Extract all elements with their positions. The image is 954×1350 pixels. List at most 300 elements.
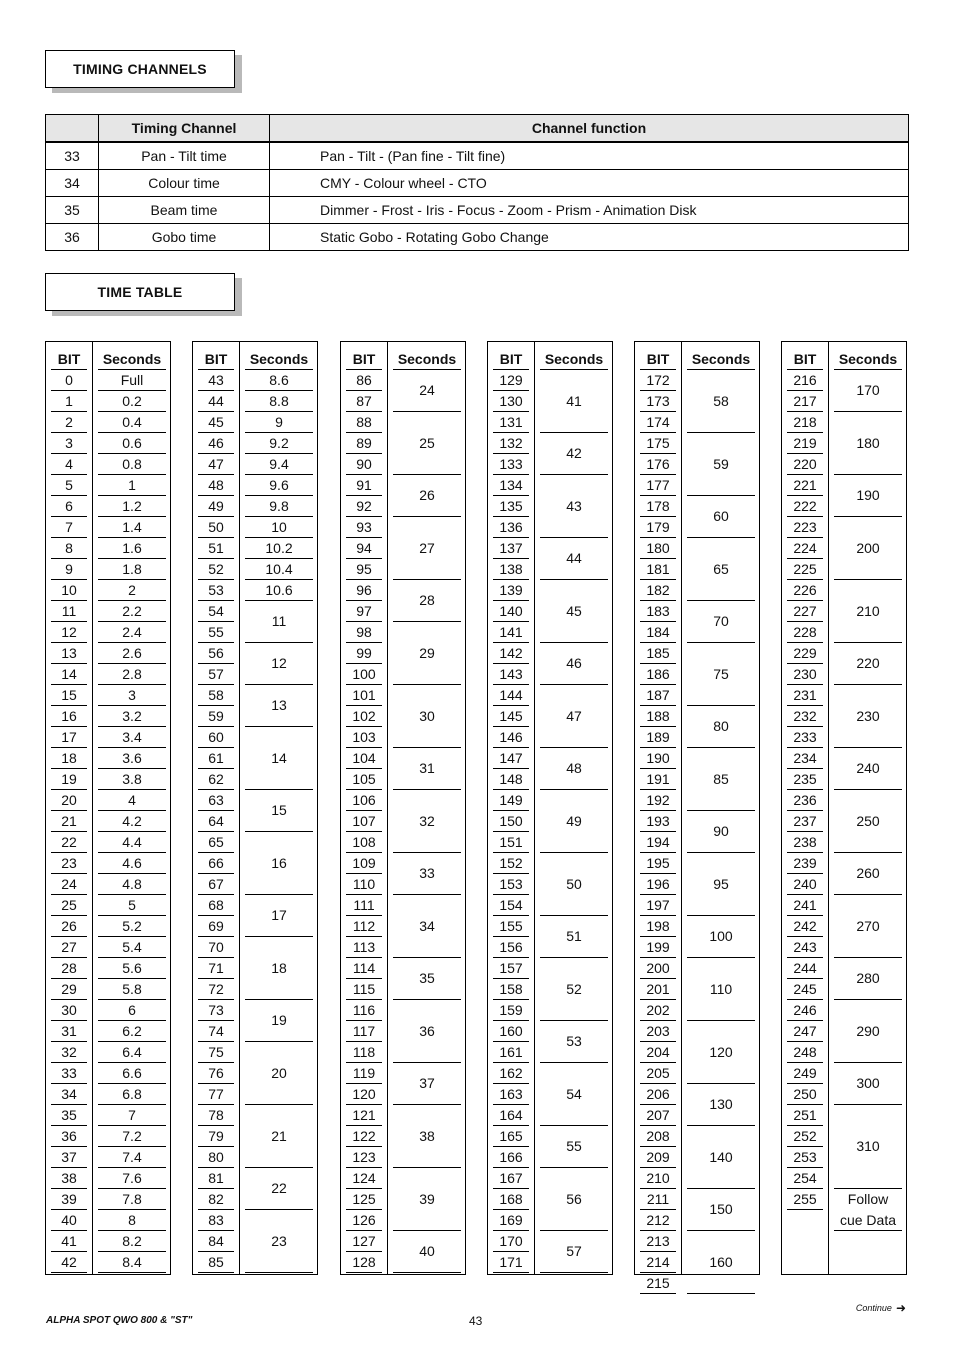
- bit-header: BIT: [787, 348, 823, 370]
- bit-value: 144: [493, 685, 529, 706]
- channel-name: Beam time: [99, 197, 270, 224]
- channel-number: 33: [46, 142, 99, 170]
- bit-value: 247: [787, 1021, 823, 1042]
- bit-value: 89: [346, 433, 382, 454]
- seconds-value: 75: [687, 643, 755, 706]
- bit-value: 69: [198, 916, 234, 937]
- seconds-value: 32: [393, 790, 461, 853]
- bit-value: 157: [493, 958, 529, 979]
- bit-value: 190: [640, 748, 676, 769]
- seconds-value: 43: [540, 475, 608, 538]
- seconds-value: 0.2: [98, 391, 166, 412]
- bit-value: 183: [640, 601, 676, 622]
- seconds-value: 90: [687, 811, 755, 853]
- bit-value: 156: [493, 937, 529, 958]
- bit-value: 200: [640, 958, 676, 979]
- seconds-value: 48: [540, 748, 608, 790]
- bit-value: 83: [198, 1210, 234, 1231]
- seconds-value: 6.4: [98, 1042, 166, 1063]
- bit-value: 253: [787, 1147, 823, 1168]
- seconds-header: Seconds: [834, 348, 902, 370]
- bit-value: 88: [346, 412, 382, 433]
- bit-value: 198: [640, 916, 676, 937]
- time-table-column: [781, 341, 907, 1275]
- bit-value: 217: [787, 391, 823, 412]
- seconds-value: 230: [834, 685, 902, 748]
- bit-value: 237: [787, 811, 823, 832]
- seconds-value: 160: [687, 1231, 755, 1294]
- bit-value: 192: [640, 790, 676, 811]
- bit-value: 58: [198, 685, 234, 706]
- seconds-value: 25: [393, 412, 461, 475]
- bit-value: 78: [198, 1105, 234, 1126]
- bit-value: 181: [640, 559, 676, 580]
- bit-value: 220: [787, 454, 823, 475]
- seconds-header: Seconds: [98, 348, 166, 370]
- seconds-value: 65: [687, 538, 755, 601]
- seconds-value: 31: [393, 748, 461, 790]
- seconds-value: 280: [834, 958, 902, 1000]
- bit-value: 139: [493, 580, 529, 601]
- bit-value: 161: [493, 1042, 529, 1063]
- seconds-value: 6.2: [98, 1021, 166, 1042]
- seconds-value: 44: [540, 538, 608, 580]
- seconds-value: 22: [245, 1168, 313, 1210]
- seconds-value: 110: [687, 958, 755, 1021]
- bit-value: 175: [640, 433, 676, 454]
- bit-value: 98: [346, 622, 382, 643]
- seconds-value: 15: [245, 790, 313, 832]
- bit-value: 186: [640, 664, 676, 685]
- seconds-value: 23: [245, 1210, 313, 1273]
- bit-header: BIT: [640, 348, 676, 370]
- seconds-value: 140: [687, 1126, 755, 1189]
- bit-value: 150: [493, 811, 529, 832]
- bit-value: 209: [640, 1147, 676, 1168]
- bit-value: 251: [787, 1105, 823, 1126]
- seconds-value: 8.4: [98, 1252, 166, 1273]
- bit-value: 14: [51, 664, 87, 685]
- column-header-channel-function: Channel function: [270, 115, 909, 143]
- bit-value: 24: [51, 874, 87, 895]
- bit-value: 34: [51, 1084, 87, 1105]
- table-row: [46, 197, 909, 224]
- bit-value: 226: [787, 580, 823, 601]
- bit-value: 241: [787, 895, 823, 916]
- seconds-value: 4.4: [98, 832, 166, 853]
- bit-value: 27: [51, 937, 87, 958]
- bit-value: 249: [787, 1063, 823, 1084]
- seconds-value: 5.8: [98, 979, 166, 1000]
- bit-value: 30: [51, 1000, 87, 1021]
- seconds-value: 56: [540, 1168, 608, 1231]
- bit-value: 199: [640, 937, 676, 958]
- seconds-value: 5.4: [98, 937, 166, 958]
- channel-number: 36: [46, 224, 99, 251]
- bit-value: 67: [198, 874, 234, 895]
- seconds-value: 20: [245, 1042, 313, 1105]
- bit-value: 239: [787, 853, 823, 874]
- seconds-value: 9.4: [245, 454, 313, 475]
- bit-value: 97: [346, 601, 382, 622]
- time-table-heading: TIME TABLE: [45, 273, 235, 311]
- seconds-value: 4.8: [98, 874, 166, 895]
- bit-value: 225: [787, 559, 823, 580]
- seconds-value: 29: [393, 622, 461, 685]
- bit-value: 129: [493, 370, 529, 391]
- seconds-value: 270: [834, 895, 902, 958]
- bit-value: 162: [493, 1063, 529, 1084]
- seconds-value: 21: [245, 1105, 313, 1168]
- seconds-value: 0.4: [98, 412, 166, 433]
- seconds-value: Full: [98, 370, 166, 391]
- channel-number: 35: [46, 197, 99, 224]
- bit-value: 104: [346, 748, 382, 769]
- bit-value: 201: [640, 979, 676, 1000]
- arrow-right-icon: ➜: [895, 1301, 906, 1315]
- continue-indicator: [856, 1301, 906, 1315]
- seconds-value: 220: [834, 643, 902, 685]
- bit-value: 71: [198, 958, 234, 979]
- bit-value: 9: [51, 559, 87, 580]
- bit-value: 134: [493, 475, 529, 496]
- seconds-value: 2: [98, 580, 166, 601]
- bit-value: 13: [51, 643, 87, 664]
- bit-value: 57: [198, 664, 234, 685]
- seconds-value: 8.8: [245, 391, 313, 412]
- column-divider: [239, 342, 240, 1274]
- bit-value: 163: [493, 1084, 529, 1105]
- seconds-value: 150: [687, 1189, 755, 1231]
- bit-value: 126: [346, 1210, 382, 1231]
- bit-value: 202: [640, 1000, 676, 1021]
- bit-value: 194: [640, 832, 676, 853]
- seconds-value: 8.6: [245, 370, 313, 391]
- bit-value: 86: [346, 370, 382, 391]
- time-table-column: [45, 341, 171, 1275]
- bit-value: 159: [493, 1000, 529, 1021]
- bit-value: 174: [640, 412, 676, 433]
- seconds-value: 28: [393, 580, 461, 622]
- bit-value: 250: [787, 1084, 823, 1105]
- channel-function: Pan - Tilt - (Pan fine - Tilt fine): [270, 142, 909, 170]
- bit-value: 122: [346, 1126, 382, 1147]
- bit-value: 59: [198, 706, 234, 727]
- bit-value: 182: [640, 580, 676, 601]
- seconds-value: 4.2: [98, 811, 166, 832]
- seconds-value: 4: [98, 790, 166, 811]
- bit-value: 100: [346, 664, 382, 685]
- seconds-value: 27: [393, 517, 461, 580]
- seconds-value: 37: [393, 1063, 461, 1105]
- bit-value: 105: [346, 769, 382, 790]
- column-header-timing-channel: Timing Channel: [99, 115, 270, 143]
- bit-value: 103: [346, 727, 382, 748]
- seconds-value: 55: [540, 1126, 608, 1168]
- seconds-value: 8: [98, 1210, 166, 1231]
- page-number: 43: [469, 1314, 483, 1328]
- seconds-value: 80: [687, 706, 755, 748]
- channel-function: Static Gobo - Rotating Gobo Change: [270, 224, 909, 251]
- bit-value: 147: [493, 748, 529, 769]
- bit-value: 35: [51, 1105, 87, 1126]
- seconds-value: 49: [540, 790, 608, 853]
- bit-value: 222: [787, 496, 823, 517]
- seconds-value: 120: [687, 1021, 755, 1084]
- bit-value: 229: [787, 643, 823, 664]
- bit-value: 155: [493, 916, 529, 937]
- seconds-value: 1.2: [98, 496, 166, 517]
- bit-value: 56: [198, 643, 234, 664]
- bit-value: 91: [346, 475, 382, 496]
- bit-value: 37: [51, 1147, 87, 1168]
- bit-value: 96: [346, 580, 382, 601]
- bit-value: 7: [51, 517, 87, 538]
- seconds-value: 260: [834, 853, 902, 895]
- bit-value: 22: [51, 832, 87, 853]
- seconds-value: 57: [540, 1231, 608, 1273]
- seconds-value: 60: [687, 496, 755, 538]
- bit-value: 90: [346, 454, 382, 475]
- bit-value: 121: [346, 1105, 382, 1126]
- bit-value: 131: [493, 412, 529, 433]
- bit-value: 132: [493, 433, 529, 454]
- seconds-value: 38: [393, 1105, 461, 1168]
- seconds-value: 53: [540, 1021, 608, 1063]
- bit-value: 76: [198, 1063, 234, 1084]
- bit-value: 0: [51, 370, 87, 391]
- bit-value: 124: [346, 1168, 382, 1189]
- bit-value: 2: [51, 412, 87, 433]
- bit-value: 204: [640, 1042, 676, 1063]
- seconds-value: 51: [540, 916, 608, 958]
- seconds-value: 7.8: [98, 1189, 166, 1210]
- seconds-value: 19: [245, 1000, 313, 1042]
- bit-value: 32: [51, 1042, 87, 1063]
- bit-value: 125: [346, 1189, 382, 1210]
- bit-value: 15: [51, 685, 87, 706]
- continue-label: Continue: [855, 1303, 892, 1313]
- seconds-value: 240: [834, 748, 902, 790]
- bit-value: 203: [640, 1021, 676, 1042]
- bit-value: 224: [787, 538, 823, 559]
- bit-value: 82: [198, 1189, 234, 1210]
- bit-value: 136: [493, 517, 529, 538]
- bit-value: 66: [198, 853, 234, 874]
- bit-value: 215: [640, 1273, 676, 1294]
- bit-value: 255: [787, 1189, 823, 1210]
- bit-value: 221: [787, 475, 823, 496]
- bit-value: 62: [198, 769, 234, 790]
- bit-value: 165: [493, 1126, 529, 1147]
- seconds-value: 7.6: [98, 1168, 166, 1189]
- bit-value: 234: [787, 748, 823, 769]
- seconds-value: 40: [393, 1231, 461, 1273]
- bit-value: 101: [346, 685, 382, 706]
- bit-value: 254: [787, 1168, 823, 1189]
- bit-value: 240: [787, 874, 823, 895]
- bit-value: 245: [787, 979, 823, 1000]
- seconds-value: 41: [540, 370, 608, 433]
- seconds-value: 3.8: [98, 769, 166, 790]
- bit-value: 185: [640, 643, 676, 664]
- product-name: ALPHA SPOT QWO 800 & "ST": [46, 1315, 193, 1326]
- bit-value: 137: [493, 538, 529, 559]
- seconds-value: 7.4: [98, 1147, 166, 1168]
- table-header-row: [46, 115, 909, 143]
- channel-function: CMY - Colour wheel - CTO: [270, 170, 909, 197]
- bit-value: 168: [493, 1189, 529, 1210]
- column-divider: [828, 342, 829, 1274]
- bit-value: 92: [346, 496, 382, 517]
- bit-value: 77: [198, 1084, 234, 1105]
- seconds-value: 85: [687, 748, 755, 811]
- column-header-index: [46, 115, 99, 143]
- seconds-value: 30: [393, 685, 461, 748]
- seconds-value: 18: [245, 937, 313, 1000]
- bit-value: 158: [493, 979, 529, 1000]
- bit-value: 108: [346, 832, 382, 853]
- seconds-value: 5: [98, 895, 166, 916]
- seconds-value: 1.8: [98, 559, 166, 580]
- bit-value: 170: [493, 1231, 529, 1252]
- channel-name: Gobo time: [99, 224, 270, 251]
- timing-channels-heading: TIMING CHANNELS: [45, 50, 235, 88]
- bit-header: BIT: [346, 348, 382, 370]
- bit-value: 167: [493, 1168, 529, 1189]
- bit-value: 195: [640, 853, 676, 874]
- bit-value: 44: [198, 391, 234, 412]
- seconds-value: 130: [687, 1084, 755, 1126]
- bit-value: 152: [493, 853, 529, 874]
- seconds-value: 6: [98, 1000, 166, 1021]
- bit-value: 149: [493, 790, 529, 811]
- bit-value: 233: [787, 727, 823, 748]
- column-divider: [534, 342, 535, 1274]
- seconds-value: 6.6: [98, 1063, 166, 1084]
- bit-value: 188: [640, 706, 676, 727]
- seconds-header: Seconds: [393, 348, 461, 370]
- bit-value: 75: [198, 1042, 234, 1063]
- bit-value: 16: [51, 706, 87, 727]
- bit-value: 18: [51, 748, 87, 769]
- channel-name: Colour time: [99, 170, 270, 197]
- bit-value: 184: [640, 622, 676, 643]
- seconds-value: 3.4: [98, 727, 166, 748]
- seconds-value: 10.4: [245, 559, 313, 580]
- seconds-value: 10.6: [245, 580, 313, 601]
- bit-value: 5: [51, 475, 87, 496]
- bit-value: 180: [640, 538, 676, 559]
- bit-value: 31: [51, 1021, 87, 1042]
- bit-value: 246: [787, 1000, 823, 1021]
- bit-value: 74: [198, 1021, 234, 1042]
- seconds-value: 16: [245, 832, 313, 895]
- bit-value: 113: [346, 937, 382, 958]
- bit-value: 177: [640, 475, 676, 496]
- bit-value: 178: [640, 496, 676, 517]
- seconds-value: 39: [393, 1168, 461, 1231]
- bit-value: 112: [346, 916, 382, 937]
- bit-value: 94: [346, 538, 382, 559]
- seconds-value: 0.6: [98, 433, 166, 454]
- seconds-value: 24: [393, 370, 461, 412]
- bit-value: 81: [198, 1168, 234, 1189]
- bit-value: 133: [493, 454, 529, 475]
- seconds-value: 59: [687, 433, 755, 496]
- bit-value: 48: [198, 475, 234, 496]
- bit-value: 8: [51, 538, 87, 559]
- time-table-column: [192, 341, 318, 1275]
- bit-value: 206: [640, 1084, 676, 1105]
- seconds-value: 10: [245, 517, 313, 538]
- bit-value: 42: [51, 1252, 87, 1273]
- time-table-column: [487, 341, 613, 1275]
- table-row: [46, 170, 909, 197]
- bit-value: 49: [198, 496, 234, 517]
- bit-value: 248: [787, 1042, 823, 1063]
- bit-value: 84: [198, 1231, 234, 1252]
- seconds-value: 2.2: [98, 601, 166, 622]
- bit-value: 79: [198, 1126, 234, 1147]
- bit-value: 228: [787, 622, 823, 643]
- bit-value: 47: [198, 454, 234, 475]
- bit-value: 52: [198, 559, 234, 580]
- bit-value: 145: [493, 706, 529, 727]
- bit-value: 114: [346, 958, 382, 979]
- bit-value: 242: [787, 916, 823, 937]
- bit-header: BIT: [51, 348, 87, 370]
- bit-value: 169: [493, 1210, 529, 1231]
- seconds-value: 1.4: [98, 517, 166, 538]
- seconds-header: Seconds: [687, 348, 755, 370]
- bit-value: 243: [787, 937, 823, 958]
- bit-value: 118: [346, 1042, 382, 1063]
- bit-value: 4: [51, 454, 87, 475]
- bit-value: 187: [640, 685, 676, 706]
- seconds-value: 9.8: [245, 496, 313, 517]
- seconds-value: 6.8: [98, 1084, 166, 1105]
- bit-value: 61: [198, 748, 234, 769]
- bit-value: 45: [198, 412, 234, 433]
- bit-value: 28: [51, 958, 87, 979]
- seconds-value: 95: [687, 853, 755, 916]
- bit-value: 10: [51, 580, 87, 601]
- seconds-value: 9.6: [245, 475, 313, 496]
- bit-value: 227: [787, 601, 823, 622]
- bit-value: 51: [198, 538, 234, 559]
- seconds-value: 100: [687, 916, 755, 958]
- seconds-value: 9: [245, 412, 313, 433]
- bit-value: 214: [640, 1252, 676, 1273]
- bit-value: 146: [493, 727, 529, 748]
- bit-value: 50: [198, 517, 234, 538]
- bit-value: 20: [51, 790, 87, 811]
- seconds-value: 2.4: [98, 622, 166, 643]
- bit-value: 12: [51, 622, 87, 643]
- seconds-header: Seconds: [540, 348, 608, 370]
- seconds-value: 54: [540, 1063, 608, 1126]
- bit-value: 60: [198, 727, 234, 748]
- seconds-value: 5.2: [98, 916, 166, 937]
- seconds-value: 36: [393, 1000, 461, 1063]
- seconds-value: 7: [98, 1105, 166, 1126]
- seconds-value: 70: [687, 601, 755, 643]
- bit-value: 211: [640, 1189, 676, 1210]
- bit-value: 179: [640, 517, 676, 538]
- seconds-value: 8.2: [98, 1231, 166, 1252]
- seconds-value: 310: [834, 1105, 902, 1189]
